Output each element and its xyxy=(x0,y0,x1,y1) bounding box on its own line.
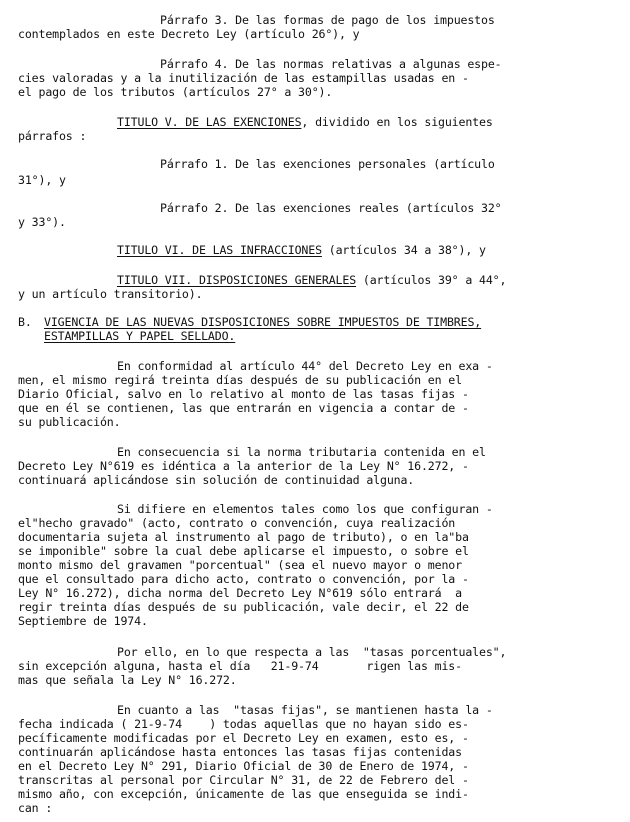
titulo-7-heading: TITULO VII. DISPOSICIONES GENERALES xyxy=(117,273,357,287)
body-1-line-4: que en él se contienen, las que entrarán en vigencia a contar de - xyxy=(18,401,469,415)
body-3-line-8: regir treinta días después de su publicación, vale decir, el 22 de xyxy=(18,600,469,614)
paragraph-2-line-2: y 33°). xyxy=(18,215,66,229)
paragraph-4-line-2: cies valoradas y a la inutilización de las estampillas usadas en - xyxy=(18,71,469,85)
titulo-7-line-2: y un artículo transitorio). xyxy=(18,287,203,301)
body-3-line-9: Septiembre de 1974. xyxy=(18,614,148,628)
body-3-line-4: se imponible" sobre la cual debe aplicarse el impuesto, o sobre el xyxy=(18,544,469,558)
titulo-6-line xyxy=(117,244,486,257)
titulo-5-line-1 xyxy=(117,116,493,129)
body-1-line-3: Diario Oficial, salvo en lo relativo al monto de las tasas fijas - xyxy=(18,387,469,401)
section-b-letter: B. xyxy=(18,315,32,329)
body-2-line-2: Decreto Ley N°619 es idéntica a la anterior de la Ley N° 16.272, - xyxy=(18,459,469,473)
body-2-line-1: En consecuencia si la norma tributaria contenida en el xyxy=(117,445,486,459)
titulo-5-heading: TITULO V. DE LAS EXENCIONES xyxy=(117,115,302,129)
body-3-line-3: documentaria sujeta al instrumento al pago de tributo), o en la"ba xyxy=(18,530,469,544)
titulo-7-line-1 xyxy=(117,274,506,287)
paragraph-4-line-3: el pago de los tributos (artículos 27° a 30°). xyxy=(18,85,333,99)
body-5-line-7: mismo año, con excepción, únicamente de las que enseguida se indi- xyxy=(18,787,469,801)
body-5-line-8: can : xyxy=(18,801,53,815)
titulo-7-rest: (artículos 39° a 44°, xyxy=(356,273,507,287)
section-b-heading-line-2: ESTAMPILLAS Y PAPEL SELLADO. xyxy=(44,329,236,343)
body-1-line-2: men, el mismo regirá treinta días después de su publicación en el xyxy=(18,373,462,387)
body-5-line-4: continuarán aplicándose hasta entonces las tasas fijas contenidas xyxy=(18,745,462,759)
body-4-line-2: sin excepción alguna, hasta el día 21-9-74 rigen las mis- xyxy=(18,659,462,673)
body-2-line-3: continuará aplicándose sin solución de continuidad alguna. xyxy=(18,473,415,487)
paragraph-4-line-1: Párrafo 4. De las normas relativas a algunas espe- xyxy=(160,57,502,71)
body-5-line-2: fecha indicada ( 21-9-74 ) todas aquellas que no hayan sido es- xyxy=(18,717,469,731)
titulo-6-rest: (artículos 34 a 38°), y xyxy=(321,243,486,257)
body-5-line-6: transcritas al personal por Circular N° 31, de 22 de Febrero del - xyxy=(18,773,469,787)
body-3-line-6: que el consultado para dicho acto, contrato o convención, por la - xyxy=(18,572,469,586)
paragraph-3-line-2: contemplados en este Decreto Ley (artículo 26°), y xyxy=(18,27,360,41)
body-5-line-3: pecíficamente modificadas por el Decreto Ley en examen, esto es, - xyxy=(18,731,469,745)
body-3-line-1: Si difiere en elementos tales como los que configuran - xyxy=(117,502,493,516)
body-5-line-1: En cuanto a las "tasas fijas", se mantienen hasta la - xyxy=(117,703,493,717)
section-b-heading-line-1: VIGENCIA DE LAS NUEVAS DISPOSICIONES SOBRE IMPUESTOS DE TIMBRES, xyxy=(44,315,482,329)
body-3-line-2: el"hecho gravado" (acto, contrato o convención, cuya realización xyxy=(18,516,456,530)
body-1-line-5: su publicación. xyxy=(18,415,121,429)
titulo-5-line-2: párrafos : xyxy=(18,129,87,143)
body-4-line-1: Por ello, en lo que respecta a las "tasas porcentuales", xyxy=(117,645,507,659)
paragraph-3-line-1: Párrafo 3. De las formas de pago de los impuestos xyxy=(160,13,495,27)
body-5-line-5: en el Decreto Ley N° 291, Diario Oficial de 30 de Enero de 1974, - xyxy=(18,759,469,773)
body-3-line-5: monto mismo del gravamen "porcentual" (sea el nuevo mayor o menor xyxy=(18,558,462,572)
body-4-line-3: mas que señala la Ley N° 16.272. xyxy=(18,673,237,687)
paragraph-1-line-1: Párrafo 1. De las exenciones personales (artículo xyxy=(160,157,495,171)
titulo-6-heading: TITULO VI. DE LAS INFRACCIONES xyxy=(117,243,322,257)
paragraph-1-line-2: 31°), y xyxy=(18,173,66,187)
body-3-line-7: Ley N° 16.272), dicha norma del Decreto Ley N°619 sólo entrará a xyxy=(18,586,462,600)
titulo-5-rest: , dividido en los siguientes xyxy=(301,115,493,129)
body-1-line-1: En conformidad al artículo 44° del Decreto Ley en exa - xyxy=(117,359,493,373)
paragraph-2-line-1: Párrafo 2. De las exenciones reales (artículos 32° xyxy=(160,201,502,215)
